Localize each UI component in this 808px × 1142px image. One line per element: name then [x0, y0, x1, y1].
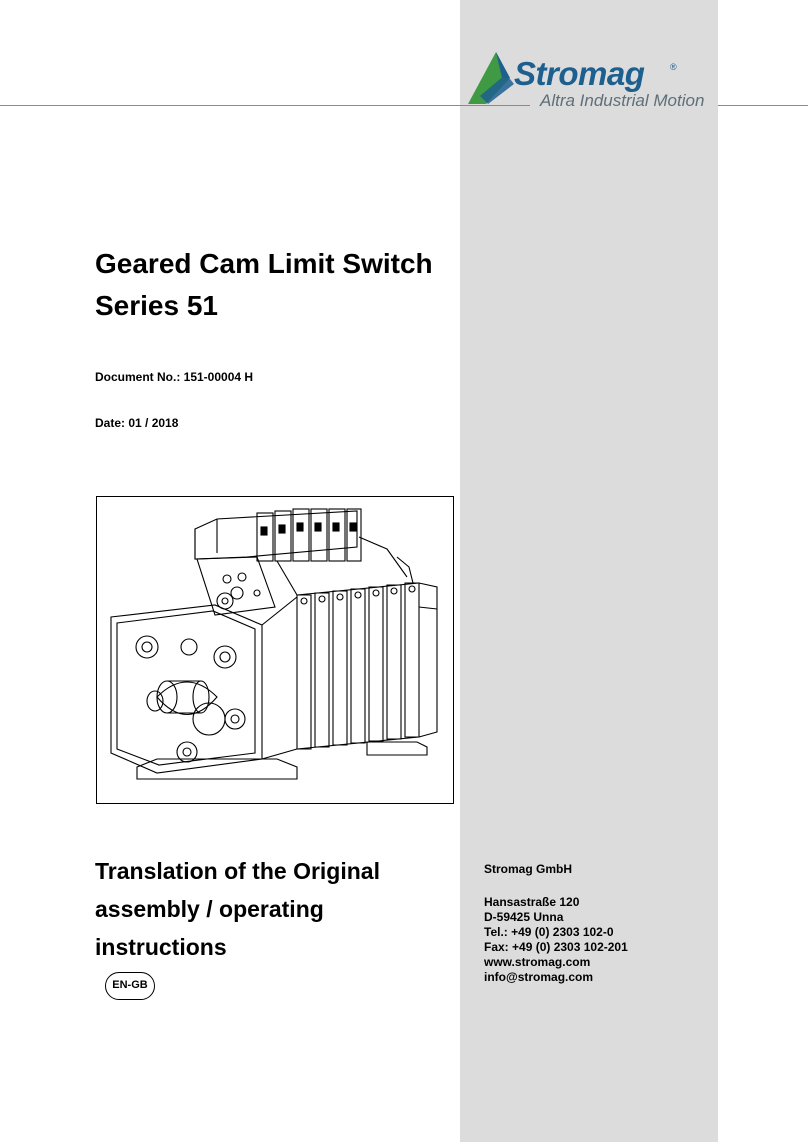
title-line-2: Series 51 — [95, 290, 218, 321]
document-title — [95, 243, 433, 327]
geared-cam-limit-switch-icon — [97, 497, 453, 803]
document-number: Document No.: 151-00004 H — [95, 370, 254, 384]
subtitle-line-2: assembly / operating — [95, 896, 324, 922]
address-street: Hansastraße 120 — [484, 895, 580, 909]
document-date: Date: 01 / 2018 — [95, 416, 179, 430]
brand-tagline: Altra Industrial Motion — [540, 91, 705, 110]
subtitle-line-3: instructions — [95, 934, 227, 960]
brand-registered-mark: ® — [670, 62, 677, 72]
language-badge: EN-GB — [105, 972, 155, 1000]
brand-name: Stromag — [514, 55, 645, 92]
address-tel: Tel.: +49 (0) 2303 102-0 — [484, 925, 614, 939]
company-address — [484, 895, 628, 985]
title-line-1: Geared Cam Limit Switch — [95, 248, 433, 279]
address-city: D-59425 Unna — [484, 910, 564, 924]
company-name: Stromag GmbH — [484, 862, 573, 876]
subtitle-line-1: Translation of the Original — [95, 858, 380, 884]
document-subtitle — [95, 852, 435, 966]
product-figure — [96, 496, 454, 804]
address-fax: Fax: +49 (0) 2303 102-201 — [484, 940, 628, 954]
address-email-link[interactable]: info@stromag.com — [484, 970, 594, 984]
address-web-link[interactable]: www.stromag.com — [484, 955, 591, 969]
